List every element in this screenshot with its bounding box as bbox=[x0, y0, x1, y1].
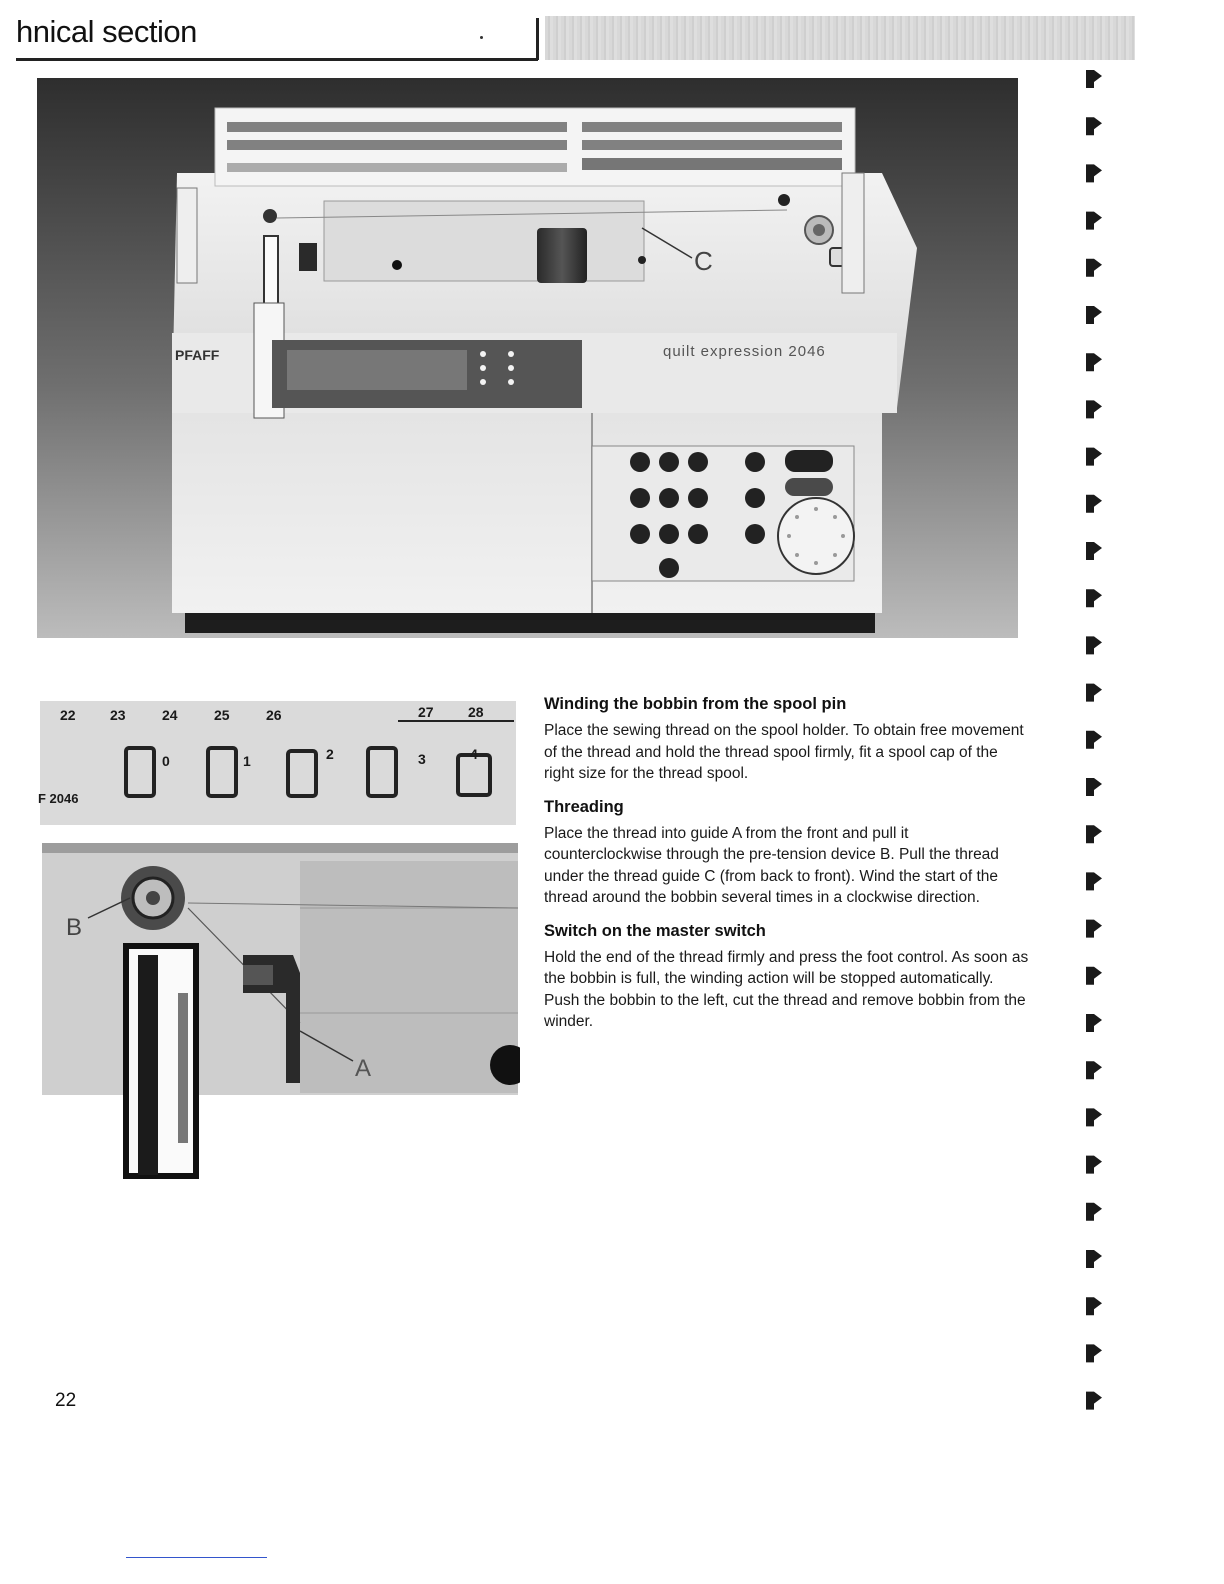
binding-mark bbox=[1086, 1250, 1102, 1268]
stitch-number-28: 28 bbox=[468, 704, 484, 720]
sewing-machine-photo bbox=[37, 78, 1018, 638]
binding-mark bbox=[1086, 495, 1102, 513]
stitch-number-23: 23 bbox=[110, 707, 126, 723]
foot-number-3: 3 bbox=[418, 751, 426, 767]
binding-mark bbox=[1086, 117, 1102, 135]
binding-mark bbox=[1086, 70, 1102, 88]
binding-mark bbox=[1086, 1392, 1102, 1410]
foot-number-0: 0 bbox=[162, 753, 170, 769]
footer-rule bbox=[126, 1557, 267, 1558]
binding-mark bbox=[1086, 542, 1102, 560]
binding-mark bbox=[1086, 306, 1102, 324]
section-title-master-switch: Switch on the master switch bbox=[544, 921, 766, 940]
binding-mark bbox=[1086, 1156, 1102, 1174]
section-body-winding: Place the sewing thread on the spool holder. To obtain free movement of the thread and hold the thread spool firmly, fit a spool cap of the right size for the thread spool. bbox=[544, 722, 1024, 782]
binding-mark bbox=[1086, 636, 1102, 654]
section-body-threading: Place the thread into guide A from the front and pull it counterclockwise through the pre-tension device B. Pull the thread under the thread guide C (from back to front). Wind the start of the thread around the bobbin several times in a clockwise direction. bbox=[544, 824, 999, 906]
binding-mark bbox=[1086, 1344, 1102, 1362]
section-title-threading: Threading bbox=[544, 797, 624, 816]
binding-mark bbox=[1086, 1108, 1102, 1126]
binding-mark bbox=[1086, 212, 1102, 230]
binding-mark bbox=[1086, 1061, 1102, 1079]
binding-mark bbox=[1086, 1297, 1102, 1315]
binding-mark bbox=[1086, 1203, 1102, 1221]
header-band bbox=[545, 16, 1135, 60]
binding-mark bbox=[1086, 684, 1102, 702]
section-header-title: hnical section bbox=[16, 14, 197, 49]
callout-c: C bbox=[694, 246, 713, 276]
binding-mark bbox=[1086, 967, 1102, 985]
stitch-number-22: 22 bbox=[60, 707, 76, 723]
bobbin-winder-detail-photo bbox=[38, 693, 520, 1183]
binding-mark bbox=[1086, 1014, 1102, 1032]
header-divider bbox=[536, 18, 539, 60]
callout-b: B bbox=[66, 914, 83, 941]
binding-mark bbox=[1086, 825, 1102, 843]
model-label: quilt expression 2046 bbox=[663, 343, 826, 360]
binding-mark bbox=[1086, 164, 1102, 182]
header-dot bbox=[480, 36, 483, 39]
brand-label: PFAFF bbox=[175, 347, 220, 363]
section-title-winding: Winding the bobbin from the spool pin bbox=[544, 695, 847, 713]
binding-mark bbox=[1086, 872, 1102, 890]
binding-mark bbox=[1086, 448, 1102, 466]
binding-mark bbox=[1086, 589, 1102, 607]
section-body-master-switch: Hold the end of the thread firmly and press the foot control. As soon as the bobbin is full, the winding action will be stopped automatically. Push the bobbin to the left, cut the thread and remove bobbin from the winder. bbox=[544, 948, 1029, 1030]
binding-mark bbox=[1086, 920, 1102, 938]
binding-mark bbox=[1086, 259, 1102, 277]
model-fragment-label: F 2046 bbox=[38, 791, 79, 806]
page-number: 22 bbox=[55, 1390, 77, 1411]
stitch-number-25: 25 bbox=[214, 707, 230, 723]
stitch-number-24: 24 bbox=[162, 707, 178, 723]
spiral-binding bbox=[1080, 60, 1140, 1430]
foot-number-4: 4 bbox=[470, 746, 478, 762]
header-rule bbox=[16, 58, 538, 61]
foot-number-1: 1 bbox=[243, 753, 251, 769]
instructions-column bbox=[544, 692, 1029, 1033]
binding-mark bbox=[1086, 778, 1102, 796]
stitch-number-26: 26 bbox=[266, 707, 282, 723]
stitch-number-27: 27 bbox=[418, 704, 434, 720]
binding-mark bbox=[1086, 400, 1102, 418]
binding-mark bbox=[1086, 731, 1102, 749]
callout-a: A bbox=[355, 1055, 372, 1082]
binding-mark bbox=[1086, 353, 1102, 371]
foot-number-2: 2 bbox=[326, 746, 334, 762]
